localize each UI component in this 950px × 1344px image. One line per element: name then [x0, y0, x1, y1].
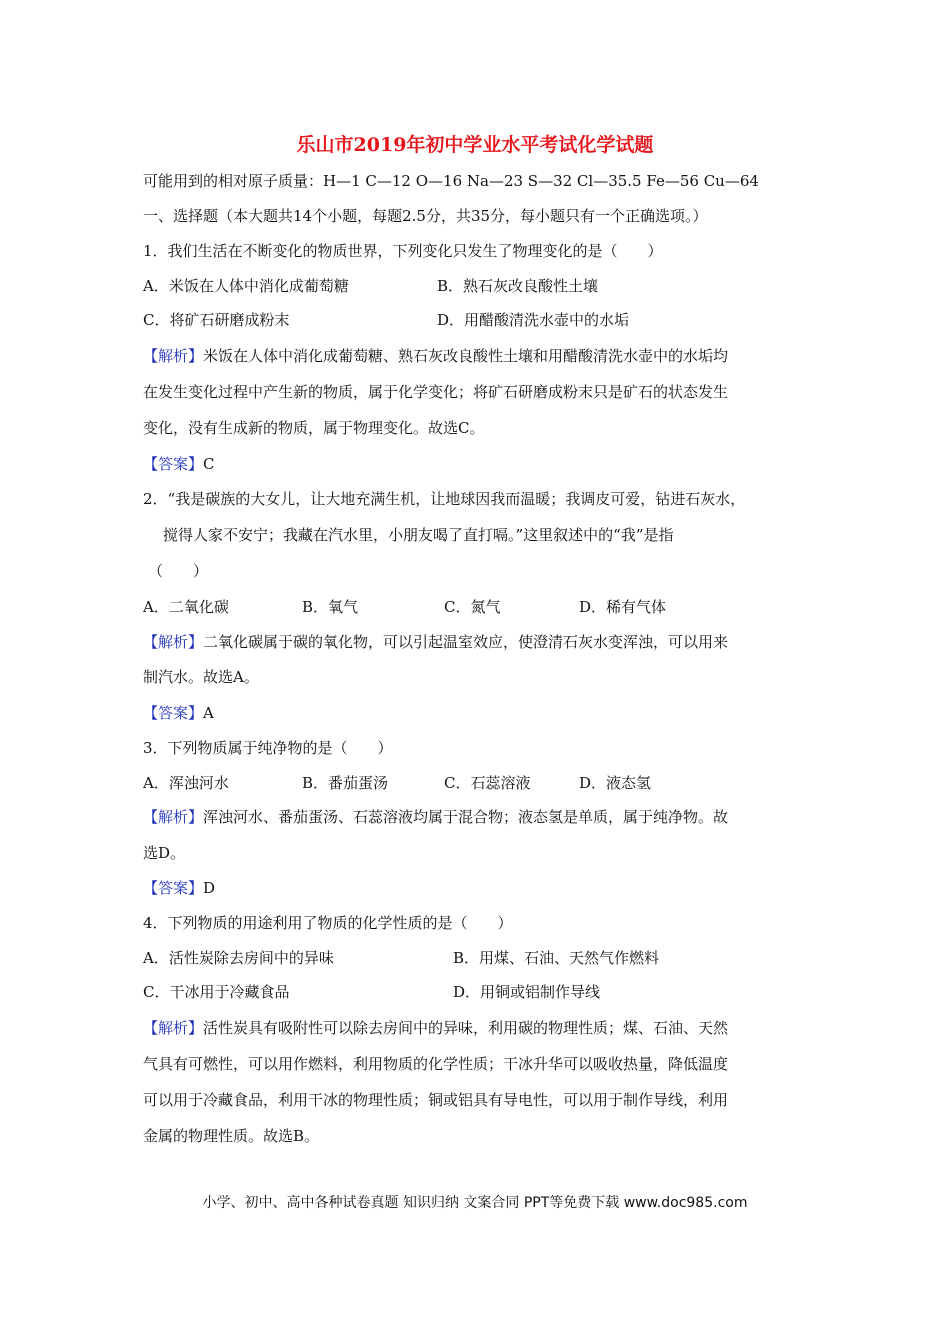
question-4-analysis-line-2: 气具有可燃性，可以用作燃料，利用物质的化学性质；干冰升华可以吸收热量，降低温度 — [143, 1055, 729, 1073]
question-4-option-d: D．用铜或铝制作导线 — [453, 983, 601, 1001]
question-4-analysis-line-3: 可以用于冷藏食品，利用干冰的物理性质；铜或铝具有导电性，可以用于制作导线，利用 — [143, 1091, 729, 1109]
question-4-option-b: B．用煤、石油、天然气作燃料 — [453, 949, 660, 967]
question-4-analysis-line-4: 金属的物理性质。故选B。 — [143, 1127, 320, 1145]
question-3-option-d: D．液态氢 — [579, 774, 652, 792]
question-3-option-a: A．浑浊河水 — [143, 774, 229, 792]
question-2-option-c: C．氮气 — [444, 598, 501, 616]
question-1-option-b: B．熟石灰改良酸性土壤 — [437, 277, 599, 295]
question-2-option-a: A．二氧化碳 — [143, 598, 229, 616]
question-1-stem: 1．我们生活在不断变化的物质世界，下列变化只发生了物理变化的是（ ） — [143, 242, 663, 260]
section-heading: 一、选择题（本大题共14个小题，每题2.5分，共35分，每小题只有一个正确选项。） — [143, 207, 708, 225]
page-footer: 小学、初中、高中各种试卷真题 知识归纳 文案合同 PPT等免费下载 www.doc985.com — [202, 1195, 748, 1211]
answer-tag: 【答案】 — [143, 455, 204, 473]
question-2-option-b: B．氧气 — [302, 598, 359, 616]
question-2-stem-line-2: 搅得人家不安宁；我藏在汽水里，小朋友喝了直打嗝。”这里叙述中的“我”是指 — [163, 526, 674, 544]
question-4-stem: 4．下列物质的用途利用了物质的化学性质的是（ ） — [143, 914, 513, 932]
question-2-answer: 【答案】A — [143, 704, 214, 722]
question-2-stem-line-1: 2．“我是碳族的大女儿，让大地充满生机，让地球因我而温暖；我调皮可爱，钻进石灰水， — [143, 490, 746, 508]
question-2-analysis-line-1: 【解析】二氧化碳属于碳的氧化物，可以引起温室效应，使澄清石灰水变浑浊，可以用来 — [143, 633, 729, 651]
question-3-option-b: B．番茄蛋汤 — [302, 774, 389, 792]
question-1-answer: 【答案】C — [143, 455, 215, 473]
analysis-tag: 【解析】 — [143, 347, 204, 365]
question-3-stem: 3．下列物质属于纯净物的是（ ） — [143, 739, 393, 757]
question-1-analysis-line-3: 变化，没有生成新的物质，属于物理变化。故选C。 — [143, 419, 485, 437]
question-1-option-c: C．将矿石研磨成粉末 — [143, 311, 290, 329]
question-1-option-a: A．米饭在人体中消化成葡萄糖 — [143, 277, 349, 295]
answer-tag: 【答案】 — [143, 879, 204, 897]
analysis-tag: 【解析】 — [143, 633, 204, 651]
question-1-option-d: D．用醋酸清洗水壶中的水垢 — [437, 311, 630, 329]
question-1-analysis-line-2: 在发生变化过程中产生新的物质，属于化学变化；将矿石研磨成粉末只是矿石的状态发生 — [143, 383, 729, 401]
question-2-option-d: D．稀有气体 — [579, 598, 667, 616]
analysis-tag: 【解析】 — [143, 808, 204, 826]
question-1-analysis-line-1: 【解析】米饭在人体中消化成葡萄糖、熟石灰改良酸性土壤和用醋酸清洗水壶中的水垢均 — [143, 347, 729, 365]
question-2-stem-line-3: （ ） — [148, 562, 209, 580]
question-2-analysis-line-2: 制汽水。故选A。 — [143, 668, 259, 686]
page-title: 乐山市2019年初中学业水平考试化学试题 — [296, 134, 654, 156]
question-3-analysis-line-1: 【解析】浑浊河水、番茄蛋汤、石蕊溶液均属于混合物；液态氢是单质，属于纯净物。故 — [143, 808, 729, 826]
atomic-masses-line: 可能用到的相对原子质量：H—1 C—12 O—16 Na—23 S—32 Cl—35.5 Fe—56 Cu—64 — [143, 172, 759, 190]
question-3-analysis-line-2: 选D。 — [143, 844, 186, 862]
analysis-tag: 【解析】 — [143, 1019, 204, 1037]
question-4-analysis-line-1: 【解析】活性炭具有吸附性可以除去房间中的异味，利用碳的物理性质；煤、石油、天然 — [143, 1019, 729, 1037]
question-3-option-c: C．石蕊溶液 — [444, 774, 531, 792]
question-4-option-a: A．活性炭除去房间中的异味 — [143, 949, 334, 967]
question-4-option-c: C．干冰用于冷藏食品 — [143, 983, 290, 1001]
question-3-answer: 【答案】D — [143, 879, 216, 897]
answer-tag: 【答案】 — [143, 704, 204, 722]
